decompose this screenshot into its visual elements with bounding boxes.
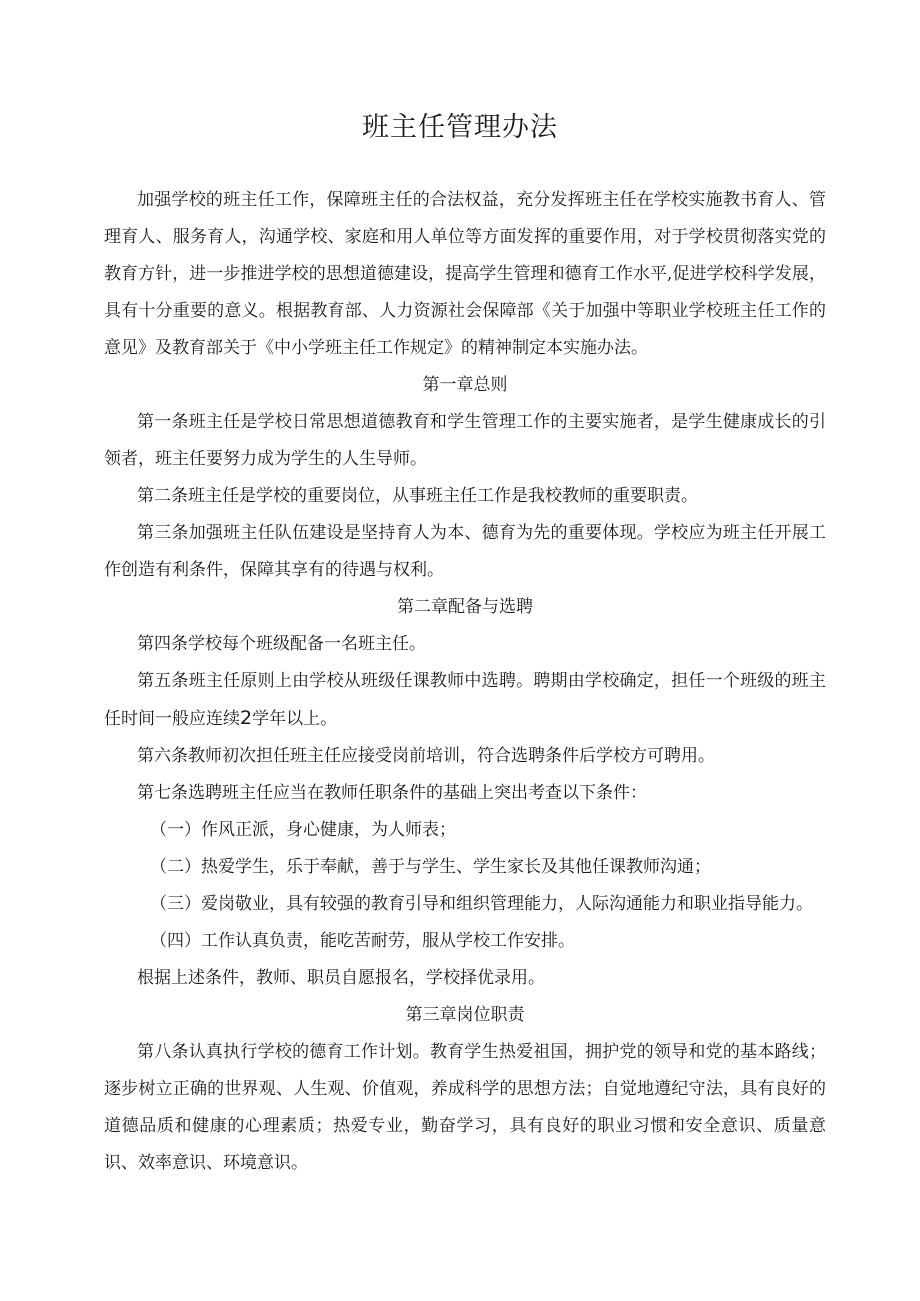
article-5-text-a: 第五条班主任原则上由学校从班级任课教师中选聘。聘期由学校确定，担任一个班级的班主任时间一般应连续 xyxy=(104,671,826,729)
article-8: 第八条认真执行学校的德育工作计划。教育学生热爱祖国，拥护党的领导和党的基本路线；逐步树立正确的世界观、人生观、价值观，养成科学的思想方法；自觉地遵纪守法，具有良好的道德品质和健康的心理素质；热爱专业，勤奋学习，具有良好的职业习惯和安全意识、质量意识、效率意识、环境意识。 xyxy=(104,1042,826,1173)
condition-3: （三）爱岗敬业，具有较强的教育引导和组织管理能力，人际沟通能力和职业指导能力。 xyxy=(150,894,813,914)
intro-paragraph: 加强学校的班主任工作，保障班主任的合法权益，充分发挥班主任在学校实施教书育人、管理育人、服务育人，沟通学校、家庭和用人单位等方面发挥的重要作用，对于学校贯彻落实党的教育方针，进一步推进学校的思想道德建设，提高学生管理和德育工作水平,促进学校科学发展，具有十分重要的意义。根据教育部、人力资源社会保障部《关于加强中等职业学校班主任工作的意见》及教育部关于《中小学班主任工作规定》的精神制定本实施办法。 xyxy=(104,190,826,358)
article-5-number: 2 xyxy=(240,707,253,729)
article-3: 第三条加强班主任队伍建设是坚持育人为本、德育为先的重要体现。学校应为班主任开展工作创造有利条件，保障其享有的待遇与权利。 xyxy=(104,523,826,580)
condition-2: （二）热爱学生，乐于奉献，善于与学生、学生家长及其他任课教师沟通； xyxy=(150,857,711,877)
chapter-2-heading: 第二章配备与选聘 xyxy=(397,597,533,617)
condition-4: （四）工作认真负责，能吃苦耐劳，服从学校工作安排。 xyxy=(150,931,575,951)
condition-1: （一）作风正派，身心健康，为人师表； xyxy=(150,820,456,840)
article-5-text-b: 学年以上。 xyxy=(252,709,338,729)
article-7: 第七条选聘班主任应当在教师任职条件的基础上突出考查以下条件： xyxy=(137,783,647,803)
chapter-3-heading: 第三章岗位职责 xyxy=(405,1005,525,1025)
article-4: 第四条学校每个班级配备一名班主任。 xyxy=(137,634,426,654)
article-6: 第六条教师初次担任班主任应接受岗前培训，符合选聘条件后学校方可聘用。 xyxy=(137,746,715,766)
document-body xyxy=(104,182,826,1182)
chapter-1-heading: 第一章总则 xyxy=(422,375,508,395)
document-title: 班主任管理办法 xyxy=(362,112,558,143)
article-5 xyxy=(104,663,826,738)
article-1: 第一条班主任是学校日常思想道德教育和学生管理工作的主要实施者，是学生健康成长的引领者，班主任要努力成为学生的人生导师。 xyxy=(104,412,826,469)
selection-conclusion: 根据上述条件，教师、职员自愿报名，学校择优录用。 xyxy=(137,968,545,988)
article-2: 第二条班主任是学校的重要岗位，从事班主任工作是我校教师的重要职责。 xyxy=(137,486,698,506)
